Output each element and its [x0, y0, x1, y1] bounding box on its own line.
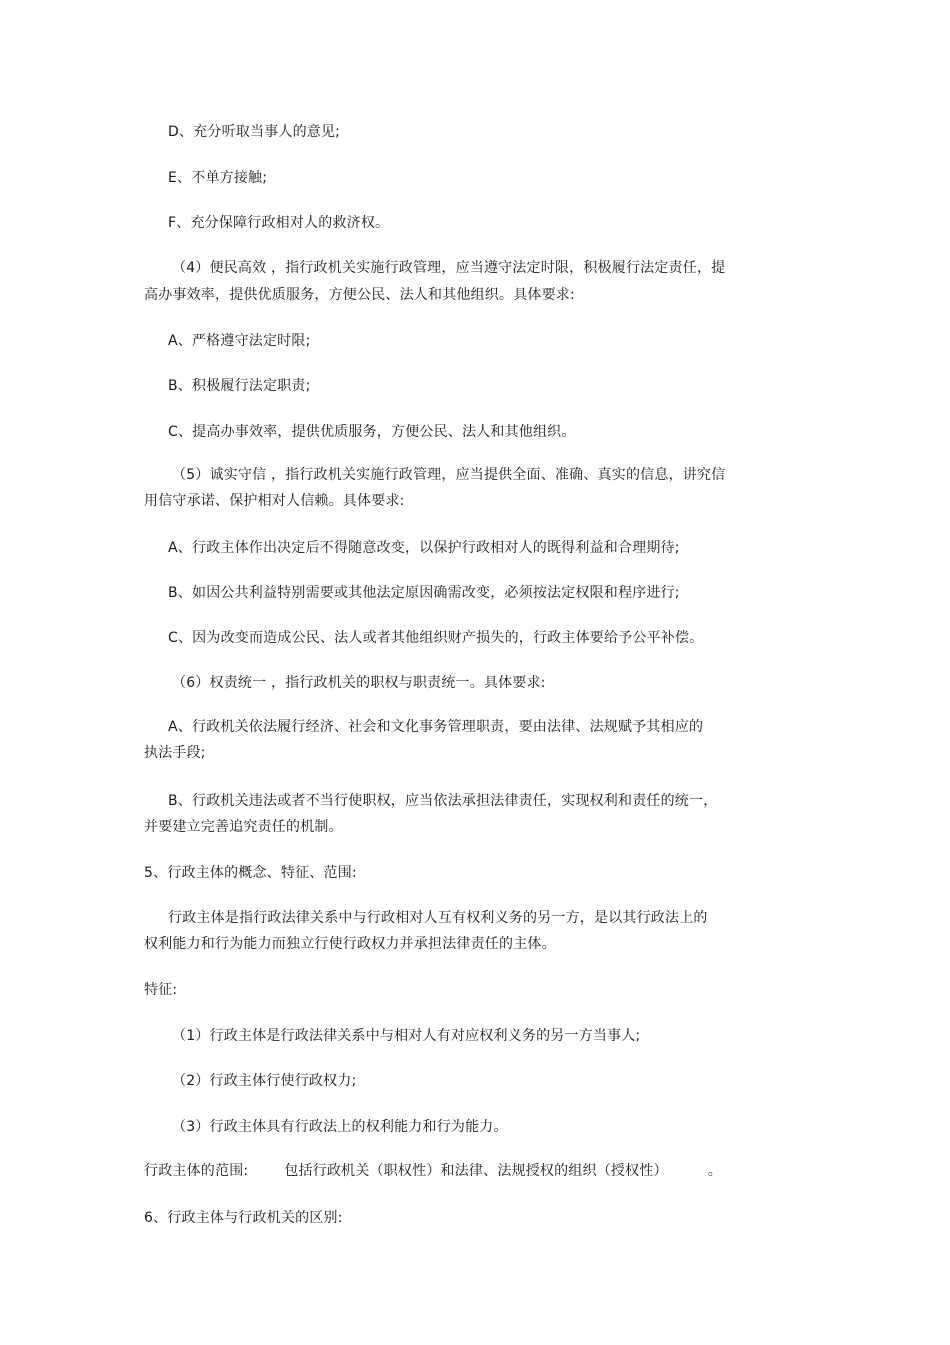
- paragraph-item-b: B、积极履行法定职责;: [168, 378, 311, 394]
- section-heading-6: 6、行政主体与行政机关的区别:: [144, 1210, 343, 1226]
- paragraph-5-line-1: （5）诚实守信 ，指行政机关实施行政管理，应当提供全面、准确、真实的信息，讲究信: [172, 467, 726, 483]
- paragraph-item-d: D、充分听取当事人的意见;: [168, 124, 341, 140]
- paragraph-item-a: A、行政主体作出决定后不得随意改变，以保护行政相对人的既得利益和合理期待;: [168, 540, 680, 556]
- definition-line-1: 行政主体是指行政法律关系中与行政相对人互有权利义务的另一方，是以其行政法上的: [168, 910, 708, 926]
- paragraph-item-a-line-1: A、行政机关依法履行经济、社会和文化事务管理职责，要由法律、法规赋予其相应的: [168, 719, 704, 735]
- feature-item-2: （2）行政主体行使行政权力;: [172, 1073, 357, 1089]
- paragraph-item-a-line-2: 执法手段;: [144, 745, 206, 761]
- paragraph-5-line-2: 用信守承诺、保护相对人信赖。具体要求:: [144, 493, 405, 509]
- section-heading-5: 5、行政主体的概念、特征、范围:: [144, 865, 357, 881]
- paragraph-item-b: B、如因公共利益特别需要或其他法定原因确需改变，必须按法定权限和程序进行;: [168, 585, 680, 601]
- paragraph-item-e: E、不单方接触;: [168, 170, 268, 186]
- features-label: 特征:: [144, 982, 178, 998]
- paragraph-item-a: A、严格遵守法定时限;: [168, 333, 311, 349]
- paragraph-item-b-line-1: B、行政机关违法或者不当行使职权，应当依法承担法律责任，实现权利和责任的统一，: [168, 793, 718, 809]
- paragraph-4-line-1: （4）便民高效 ，指行政机关实施行政管理，应当遵守法定时限，积极履行法定责任，提: [172, 260, 726, 276]
- paragraph-6: （6）权责统一 ，指行政机关的职权与职责统一。具体要求:: [172, 675, 546, 691]
- definition-line-2: 权利能力和行为能力而独立行使行政权力并承担法律责任的主体。: [144, 936, 556, 952]
- paragraph-item-f: F、充分保障行政相对人的救济权。: [168, 215, 390, 231]
- scope-body: 包括行政机关（职权性）和法律、法规授权的组织（授权性）: [284, 1163, 668, 1179]
- paragraph-4-line-2: 高办事效率，提供优质服务，方便公民、法人和其他组织。具体要求:: [144, 287, 575, 303]
- feature-item-1: （1）行政主体是行政法律关系中与相对人有对应权利义务的另一方当事人;: [172, 1028, 641, 1044]
- paragraph-item-c: C、因为改变而造成公民、法人或者其他组织财产损失的，行政主体要给予公平补偿。: [168, 630, 704, 646]
- feature-item-3: （3）行政主体具有行政法上的权利能力和行为能力。: [172, 1119, 508, 1135]
- scope-label: 行政主体的范围:: [144, 1163, 249, 1179]
- paragraph-item-b-line-2: 并要建立完善追究责任的机制。: [144, 819, 343, 835]
- scope-line: [144, 1161, 722, 1181]
- scope-end: 。: [707, 1163, 722, 1179]
- paragraph-item-c: C、提高办事效率，提供优质服务，方便公民、法人和其他组织。: [168, 424, 576, 440]
